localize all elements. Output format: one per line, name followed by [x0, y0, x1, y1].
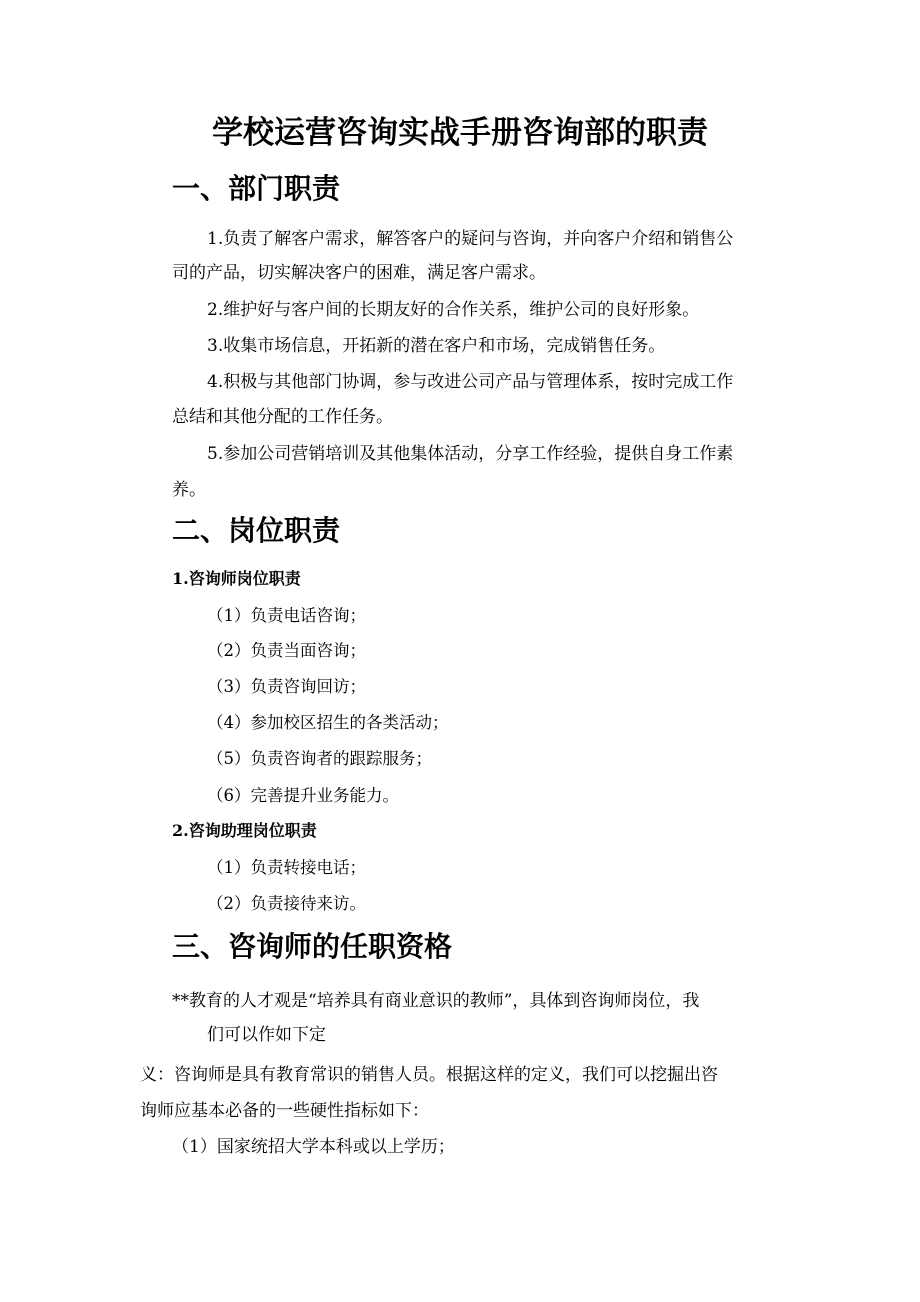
- paragraph-line: 3.收集市场信息，开拓新的潜在客户和市场，完成销售任务。: [207, 336, 666, 356]
- list-item: （3）负责咨询回访；: [207, 677, 366, 696]
- document-title: 学校运营咨询实战手册咨询部的职责: [212, 115, 708, 151]
- paragraph-line: 义：咨询师是具有教育常识的销售人员。根据这样的定义，我们可以挖掘出咨: [140, 1065, 718, 1085]
- list-item: （1）负责电话咨询；: [207, 606, 366, 625]
- paragraph-line: 1.负责了解客户需求，解答客户的疑问与咨询，并向客户介绍和销售公: [207, 229, 734, 249]
- section-heading-department-duties: 一、部门职责: [172, 172, 341, 205]
- list-item: （2）负责接待来访。: [207, 894, 366, 913]
- list-item: （4）参加校区招生的各类活动；: [207, 713, 449, 732]
- section-heading-position-duties: 二、岗位职责: [172, 514, 341, 547]
- paragraph-line: 司的产品，切实解决客户的困难，满足客户需求。: [172, 263, 546, 283]
- paragraph-line: 们可以作如下定: [207, 1025, 326, 1045]
- paragraph-line: 养。: [172, 480, 206, 500]
- list-item: （6）完善提升业务能力。: [207, 786, 399, 805]
- list-item: （2）负责当面咨询；: [207, 641, 366, 660]
- list-item: （1）负责转接电话；: [207, 858, 366, 877]
- paragraph-line: 总结和其他分配的工作任务。: [172, 407, 393, 427]
- paragraph-line: 4.积极与其他部门协调，参与改进公司产品与管理体系，按时完成工作: [207, 372, 734, 392]
- paragraph-line: （1）国家统招大学本科或以上学历；: [172, 1137, 455, 1157]
- section-heading-qualifications: 三、咨询师的任职资格: [172, 930, 453, 963]
- paragraph-line: 5.参加公司营销培训及其他集体活动，分享工作经验，提供自身工作素: [207, 444, 734, 464]
- subsection-title-assistant: 2.咨询助理岗位职责: [172, 821, 317, 840]
- paragraph-line: **教育的人才观是“培养具有商业意识的教师”，具体到咨询师岗位，我: [172, 991, 700, 1011]
- subsection-title-consultant: 1.咨询师岗位职责: [172, 569, 301, 588]
- paragraph-line: 询师应基本必备的一些硬性指标如下：: [140, 1101, 429, 1121]
- paragraph-line: 2.维护好与客户间的长期友好的合作关系，维护公司的良好形象。: [207, 300, 700, 320]
- list-item: （5）负责咨询者的跟踪服务；: [207, 749, 432, 768]
